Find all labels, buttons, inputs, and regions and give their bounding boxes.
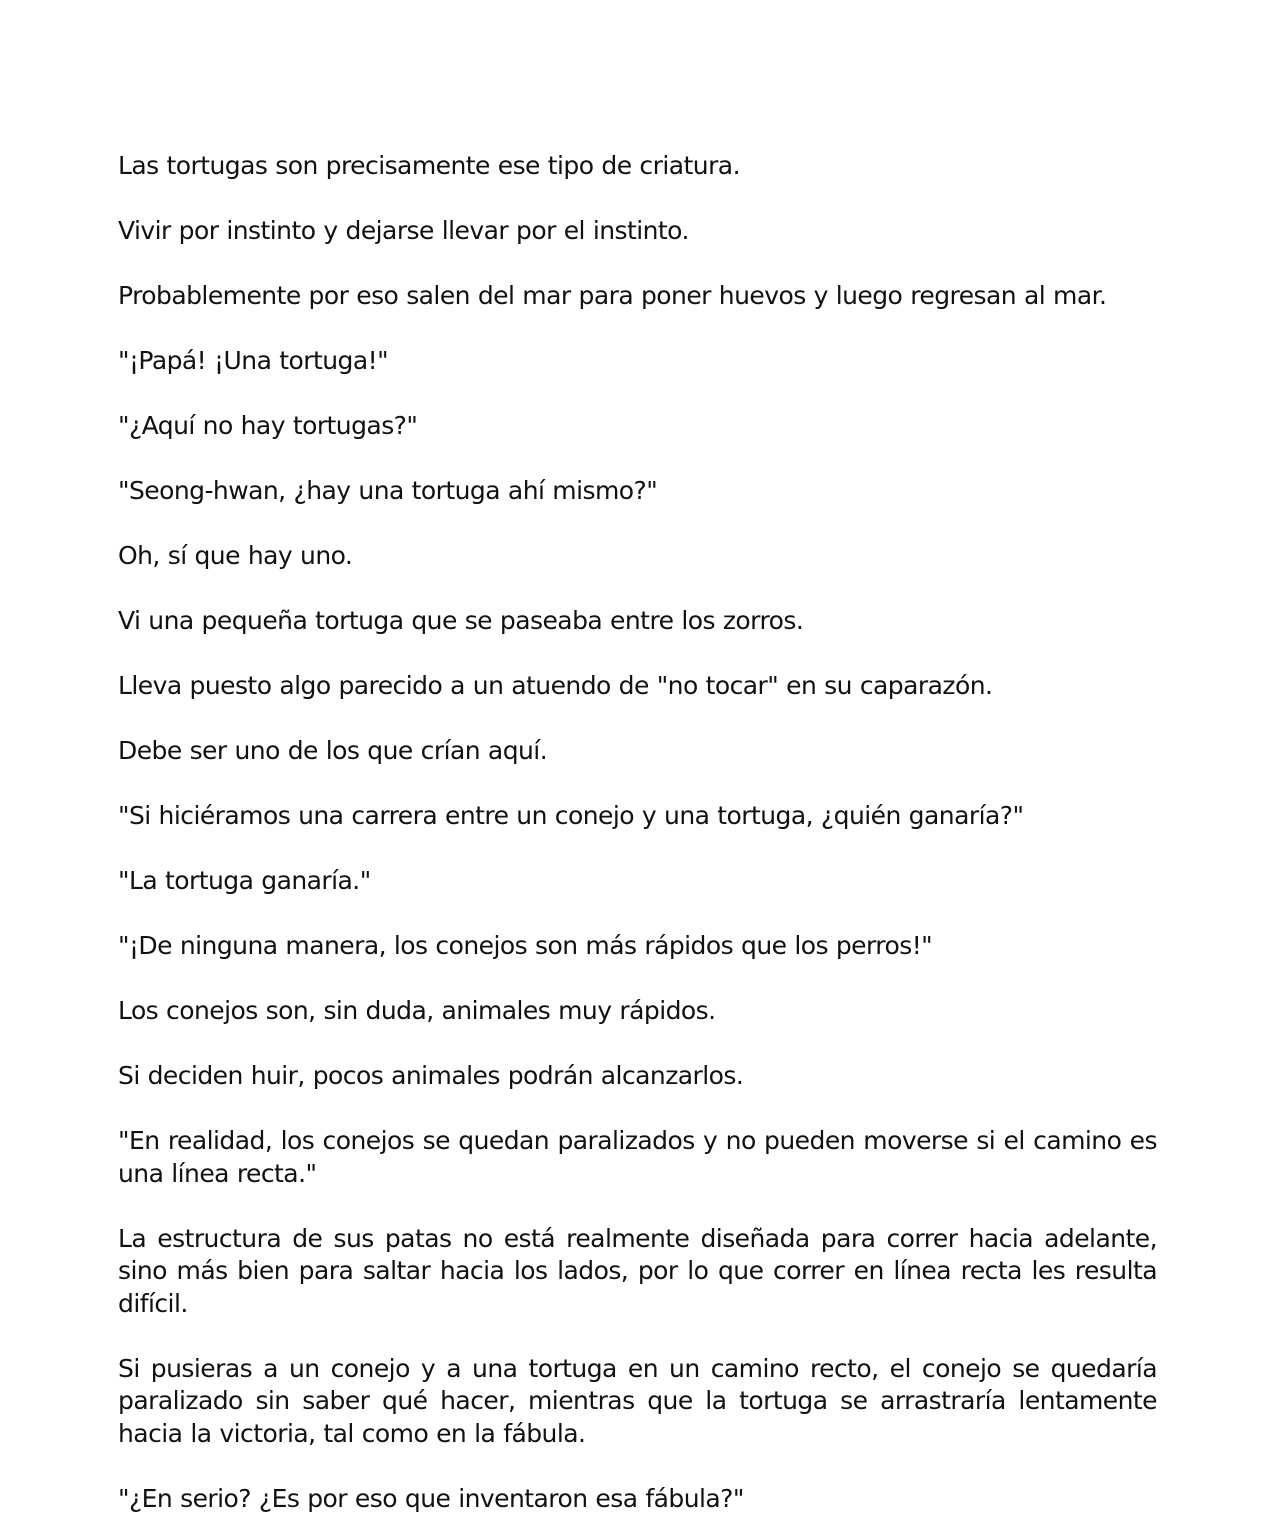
paragraph: "¡Papá! ¡Una tortuga!" [118,346,389,375]
paragraph: Probablemente por eso salen del mar para poner huevos y luego regresan al mar. [118,281,1107,310]
paragraph: Si pusieras a un conejo y a una tortuga en un camino recto, el conejo se quedaría paralizado sin saber qué hacer, mientras que la tortuga se arrastraría lentamente hacia la victoria, tal como en la fábula. [118,1353,1157,1448]
paragraph: Los conejos son, sin duda, animales muy rápidos. [118,996,716,1025]
paragraph: "¿Aquí no hay tortugas?" [118,411,418,440]
paragraph: Las tortugas son precisamente ese tipo de criatura. [118,151,740,180]
paragraph: "¿En serio? ¿Es por eso que inventaron esa fábula?" [118,1483,744,1513]
paragraph: Oh, sí que hay uno. [118,541,353,570]
paragraph: "La tortuga ganaría." [118,866,371,895]
paragraph: "Si hiciéramos una carrera entre un conejo y una tortuga, ¿quién ganaría?" [118,801,1024,830]
paragraph: Debe ser uno de los que crían aquí. [118,736,548,765]
document-body [118,150,1157,1515]
paragraph: "En realidad, los conejos se quedan paralizados y no pueden moverse si el camino es una línea recta." [118,1126,1157,1188]
paragraph: "¡De ninguna manera, los conejos son más rápidos que los perros!" [118,931,933,960]
paragraph: "Seong-hwan, ¿hay una tortuga ahí mismo?" [118,476,658,505]
paragraph: Vi una pequeña tortuga que se paseaba entre los zorros. [118,606,804,635]
paragraph: Si deciden huir, pocos animales podrán alcanzarlos. [118,1061,744,1090]
paragraph: Lleva puesto algo parecido a un atuendo de "no tocar" en su caparazón. [118,671,993,700]
paragraph: La estructura de sus patas no está realmente diseñada para correr hacia adelante, sino más bien para saltar hacia los lados, por lo que correr en línea recta les resulta difícil. [118,1223,1157,1318]
paragraph: Vivir por instinto y dejarse llevar por el instinto. [118,216,689,245]
